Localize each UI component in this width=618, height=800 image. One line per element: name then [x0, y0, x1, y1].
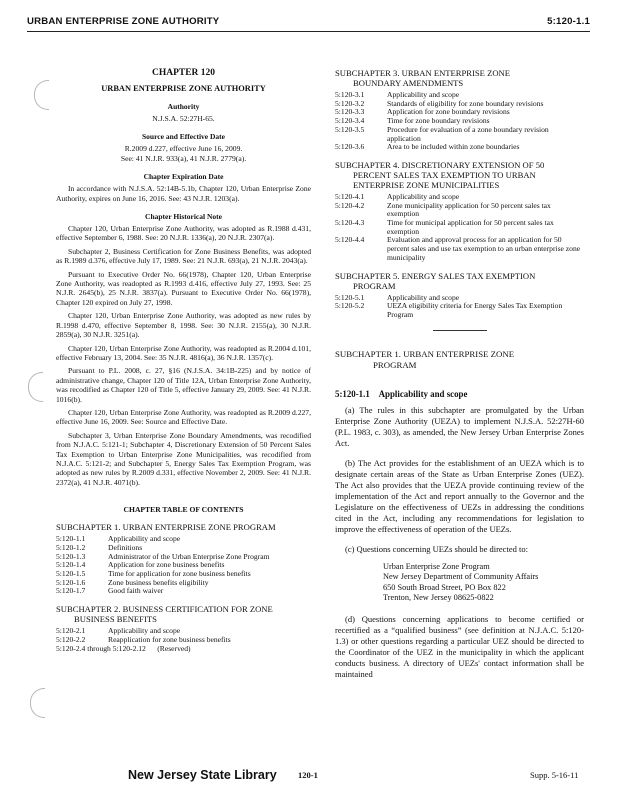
toc-section-title: Application for zone business benefits	[108, 560, 225, 570]
subchapter-heading	[56, 604, 311, 624]
contact-address	[335, 562, 584, 604]
toc-section-number: 5:120-1.5	[56, 569, 86, 578]
toc-section-number: 5:120-4.2	[335, 200, 365, 210]
toc-section-title: Application for zone boundary revisions	[387, 107, 510, 117]
toc-row	[335, 219, 584, 236]
supplement-date: Supp. 5-16-11	[530, 770, 579, 780]
paragraph-d: (d) Questions concerning applications to become certified or recertified as a “qualified business” (see definition at N.J.A.C. 5:120-1.3) or other questions regarding a particular UEZ should be directed to the Coordinator of the UEZ in the municipality in which the applicant conducts business. A directory of UEZs' contact information shall be maintained	[335, 613, 584, 679]
punch-hole-mark	[34, 80, 49, 110]
punch-hole-mark	[30, 688, 45, 718]
toc-section-number: 5:120-3.3	[335, 107, 365, 117]
header-section: 5:120-1.1	[547, 16, 590, 27]
toc-section-title: Time for zone boundary revisions	[387, 116, 490, 126]
header-title: URBAN ENTERPRISE ZONE AUTHORITY	[27, 16, 220, 27]
toc-list	[56, 535, 270, 596]
toc-row	[335, 202, 584, 219]
toc-section-number: 5:120-1.2	[56, 542, 86, 552]
subchapter-title-cont: PERCENT SALES TAX EXEMPTION TO URBAN ENTERPRISE ZONE MUNICIPALITIES	[353, 169, 536, 190]
section-heading	[335, 389, 584, 399]
punch-hole-mark	[28, 372, 43, 402]
toc-section-title: Reapplication for zone business benefits	[108, 634, 231, 644]
toc-section-title: Procedure for evaluation of a zone boundary revision application	[387, 124, 549, 143]
toc-section-title: Area to be included within zone boundaries	[387, 142, 520, 152]
toc-section-number: 5:120-4.1	[335, 191, 365, 201]
toc-section-title: Time for municipal application for 50 percent sales tax exemption	[387, 218, 554, 236]
paragraph-b: (b) The Act provides for the establishment of an UEZA which is to designate certain areas of the State as Urban Enterprise Zones (UEZ). The Act also provides that the UEZA provide continuing review of the implementation of the Act and report annually to the Governor and the Legislature on the effectiveness of UEZs in addressing the conditions cited in the Act, including any recommendations for legislation to improve the effectiveness of operation of the UEZs.	[335, 457, 584, 534]
history-paragraph: Subchapter 3, Urban Enterprise Zone Boundary Amendments, was recodified from N.J.A.C. 5:121-1; Subchapter 4, Discretionary Extension of 50 Percent Sales Tax Exemption to Urban Enterprise Zone Municipalities, was recodified from N.J.A.C. 5:121-2; and Subchapter 5, Energy Sales Tax Exemption Program, was adopted as new rules by R.2009 d.331, effective November 2, 2009. See: 41 N.J.R. 2372(a), 41 N.J.R. 4071(b).	[56, 430, 311, 487]
section-number: 5:120-1.1	[335, 388, 370, 399]
history-paragraph: Pursuant to Executive Order No. 66(1978), Chapter 120, Urban Enterprise Zone Authority, was readopted as R.1993 d.416, effective July 27, 1993. See: 25 N.J.R. 2645(b), 25 N.J.R. 3837(a). Pursuant to Executive Order No. 66(1978), Chapter 120 expired on July 27, 1998.	[56, 269, 311, 307]
right-column	[335, 68, 584, 689]
body-subchapter-heading	[335, 349, 584, 371]
subchapter-heading	[335, 271, 584, 291]
toc-section-title: (Reserved)	[157, 643, 191, 653]
expiration-label: Chapter Expiration Date	[143, 172, 224, 182]
toc-section-title: Applicability and scope	[108, 626, 181, 636]
toc-row-combined	[56, 645, 231, 654]
subchapter-title-cont: PROGRAM	[353, 280, 396, 291]
toc-section-number: 5:120-2.4 through 5:120-2.12	[56, 643, 146, 653]
toc-section-number: 5:120-5.2	[335, 301, 365, 311]
toc-section-title: Administrator of the Urban Enterprise Zone Program	[108, 551, 270, 561]
toc-section-title: Evaluation and approval process for an application for 50 percent sales and use tax exemption to an urban enterprise zone municipality	[387, 235, 581, 262]
authority-text: N.J.S.A. 52:27H-65.	[152, 114, 215, 123]
toc-section-number: 5:120-3.5	[335, 124, 365, 134]
toc-section-number: 5:120-3.6	[335, 142, 365, 152]
chapter-number: CHAPTER 120	[151, 68, 216, 78]
library-stamp: New Jersey State Library	[128, 768, 277, 782]
toc-row	[56, 645, 231, 654]
running-header	[27, 14, 590, 30]
history-paragraph: Chapter 120, Urban Enterprise Zone Authority, was readopted as R.2004 d.101, effective February 13, 2004. See: 35 N.J.R. 4816(a), 36 N.J.R. 1357(c).	[56, 343, 311, 362]
toc-list	[56, 627, 231, 653]
toc-list	[335, 193, 584, 263]
history-label: Chapter Historical Note	[145, 212, 222, 222]
toc-section-number: 5:120-1.6	[56, 577, 86, 587]
paragraph-a: (a) The rules in this subchapter are promulgated by the Urban Enterprise Zone Authority (UEZA) to implement N.J.S.A. 52:27H-60 (P.L. 1983, c. 303), as amended, the New Jersey Urban Enterprise Zones Act.	[335, 404, 584, 448]
address-line: New Jersey Department of Community Affairs	[383, 572, 539, 582]
body-subchapter-title: SUBCHAPTER 1. URBAN ENTERPRISE ZONE	[335, 348, 515, 359]
toc-section-number: 5:120-3.2	[335, 98, 365, 108]
toc-section-title: Standards of eligibility for zone boundary revisions	[387, 98, 544, 108]
body-subchapter-title-cont: PROGRAM	[373, 359, 417, 370]
toc-section-title: UEZA eligibility criteria for Energy Sales Tax Exemption Program	[387, 301, 563, 319]
toc-section-number: 5:120-2.1	[56, 626, 86, 636]
subchapter-heading	[335, 68, 584, 88]
toc-list	[335, 91, 584, 152]
chapter-title: URBAN ENTERPRISE ZONE AUTHORITY	[101, 84, 266, 93]
toc-section-title: Time for application for zone business benefits	[108, 569, 251, 578]
page-number: 120-1	[298, 770, 318, 780]
toc-section-title: Applicability and scope	[387, 191, 460, 201]
authority-label: Authority	[167, 102, 200, 111]
toc-section-number: 5:120-3.4	[335, 116, 365, 126]
toc-title: CHAPTER TABLE OF CONTENTS	[123, 505, 244, 515]
toc-section-title: Definitions	[108, 542, 143, 552]
history-paragraph: Chapter 120, Urban Enterprise Zone Authority, was adopted as new rules by R.1998 d.470, effective September 8, 1998. See: 30 N.J.R. 2155(a), 30 N.J.R. 2859(a), 30 N.J.R. 3251(a).	[56, 311, 311, 340]
toc-section-number: 5:120-2.2	[56, 634, 86, 644]
expiration-text: In accordance with N.J.S.A. 52:14B-5.1b, Chapter 120, Urban Enterprise Zone Authority, expires on June 16, 2016. See: 43 N.J.R. 1203(a).	[56, 184, 311, 203]
toc-section-title: Zone municipality application for 50 percent sales tax exemption	[387, 200, 551, 219]
subchapter-heading	[56, 522, 311, 532]
subchapter-title: SUBCHAPTER 3. URBAN ENTERPRISE ZONE	[335, 68, 510, 78]
toc-list	[335, 294, 584, 320]
source-text: See: 41 N.J.R. 933(a), 41 N.J.R. 2779(a).	[120, 153, 247, 163]
header-rule	[27, 31, 590, 32]
toc-section-title: Good faith waiver	[108, 586, 164, 596]
toc-row	[335, 143, 584, 152]
address-line: 650 South Broad Street, PO Box 822	[383, 582, 506, 592]
toc-section-title: Zone business benefits eligibility	[108, 577, 209, 587]
toc-section-number: 5:120-1.7	[56, 586, 86, 596]
subchapter-title: SUBCHAPTER 5. ENERGY SALES TAX EXEMPTION	[335, 270, 536, 281]
toc-row	[335, 126, 584, 143]
toc-row	[335, 302, 584, 319]
subchapter-title: SUBCHAPTER 1. URBAN ENTERPRISE ZONE PROGRAM	[56, 522, 276, 533]
toc-section-number: 5:120-4.4	[335, 235, 365, 245]
address-line: Trenton, New Jersey 08625-0822	[383, 593, 494, 603]
subchapter-title: SUBCHAPTER 4. DISCRETIONARY EXTENSION OF 50	[335, 159, 545, 170]
history-paragraph: Subchapter 2, Business Certification for Zone Business Benefits, was adopted as R.1989 d.376, effective July 17, 1989. See: 21 N.J.R. 693(a), 21 N.J.R. 2043(a).	[56, 246, 311, 266]
toc-section-title: Applicability and scope	[387, 292, 460, 302]
toc-section-number: 5:120-3.1	[335, 90, 365, 99]
toc-section-number: 5:120-1.1	[56, 534, 86, 544]
toc-row	[335, 236, 584, 262]
source-text: R.2009 d.227, effective June 16, 2009.	[124, 144, 243, 154]
paragraph-c: (c) Questions concerning UEZs should be directed to:	[345, 543, 528, 554]
toc-row	[56, 535, 270, 544]
toc-section-number: 5:120-4.3	[335, 218, 365, 228]
source-label: Source and Effective Date	[142, 132, 225, 142]
toc-row	[56, 587, 270, 596]
history-paragraph: Chapter 120, Urban Enterprise Zone Authority, was adopted as R.1988 d.431, effective September 6, 1988. See: 20 N.J.R. 1336(a), 20 N.J.R. 2307(a).	[56, 224, 311, 243]
subchapter-title-cont: BUSINESS BENEFITS	[74, 614, 157, 625]
toc-section-title: Applicability and scope	[108, 534, 181, 544]
address-line: Urban Enterprise Zone Program	[383, 561, 490, 571]
subchapter-title: SUBCHAPTER 2. BUSINESS CERTIFICATION FOR ZONE	[56, 604, 273, 615]
section-body	[335, 405, 584, 680]
history-paragraph: Chapter 120, Urban Enterprise Zone Authority, was readopted as R.2009 d.227, effective June 16, 2009. See: Source and Effective Date.	[56, 407, 311, 427]
left-column	[56, 64, 311, 653]
section-title: Applicability and scope	[378, 388, 468, 399]
toc-section-title: Applicability and scope	[387, 90, 460, 99]
toc-section-number: 5:120-5.1	[335, 292, 365, 302]
subchapter-heading	[335, 160, 584, 190]
toc-section-number: 5:120-1.4	[56, 560, 86, 570]
toc-section-number: 5:120-1.3	[56, 551, 86, 561]
subchapter-title-cont: BOUNDARY AMENDMENTS	[353, 78, 464, 88]
history-paragraph: Pursuant to P.L. 2008, c. 27, §16 (N.J.S.A. 34:1B-225) and by notice of administrative change, Chapter 120 of Title 12A, Urban Enterprise Zone Authority, was recodified as Chapter 120 of Title 5, effective January 29, 2009. See: 41 N.J.R. 1016(b).	[56, 366, 311, 404]
section-divider	[433, 330, 487, 331]
